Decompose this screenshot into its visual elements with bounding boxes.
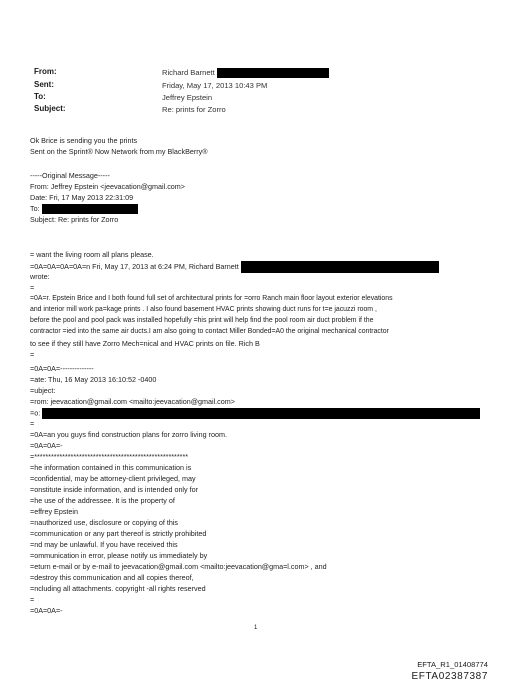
body-line: =onstitute inside information, and is intended only for <box>30 485 199 494</box>
body-line: = <box>30 419 35 428</box>
subject-value: Re: prints for Zorro <box>162 105 226 114</box>
body-line <box>30 204 138 214</box>
body-line: =he information contained in this communication is <box>30 463 192 472</box>
efta-primary-stamp: EFTA_R1_01408774 <box>417 660 488 669</box>
body-line: wrote: <box>30 272 50 281</box>
redaction-box <box>42 408 480 419</box>
body-line: =destroy this communication and all copies thereof, <box>30 573 194 582</box>
subject-label: Subject: <box>34 104 66 113</box>
body-line: From: Jeffrey Epstein <jeevacation@gmail.com> <box>30 182 185 191</box>
body-line: Sent on the Sprint® Now Network from my BlackBerry® <box>30 147 208 156</box>
body-line: =0A=r. Epstein Brice and I both found full set of architectural prints for =orro Ranch main floor layout exterior elevations <box>30 295 393 302</box>
body-line: =0A=0A=- <box>30 441 63 450</box>
body-line: = <box>30 595 35 604</box>
body-line: to see if they still have Zorro Mech=nical and HVAC prints on file. Rich B <box>30 339 260 348</box>
body-line: =0A=an you guys find construction plans for zorro living room. <box>30 430 227 439</box>
from-value <box>162 68 329 78</box>
body-line: =he use of the addressee. It is the property of <box>30 496 175 505</box>
body-line: Subject: Re: prints for Zorro <box>30 215 119 224</box>
body-line: = <box>30 283 35 292</box>
body-line: before the pool and pool pack was installed hopefully =his print will help find the pool room air duct problem if the <box>30 317 374 324</box>
to-label: To: <box>34 92 46 101</box>
body-line: =0A=0A=- <box>30 606 63 615</box>
body-line: = want the living room all plans please. <box>30 250 154 259</box>
body-line: =effrey Epstein <box>30 507 79 516</box>
body-line: contractor =ied into the same air ducts.I am also going to contact Miller Bonded=A0 the original mechanical contractor <box>30 328 389 335</box>
redaction-box <box>217 68 329 78</box>
body-line: Date: Fri, 17 May 2013 22:31:09 <box>30 193 134 202</box>
body-line <box>30 408 480 419</box>
body-line: =ubject: <box>30 386 56 395</box>
body-line: and interior mill work pa=kage prints . I also found basement HVAC prints showing duct runs for t=e jacuzzi room , <box>30 306 377 313</box>
body-line: = <box>30 350 35 359</box>
reply-header-text: =0A=0A=0A=0A=n Fri, May 17, 2013 at 6:24 PM, Richard Barnett <box>30 261 239 271</box>
page-number: 1 <box>254 625 258 631</box>
body-line: =ommunication in error, please notify us immediately by <box>30 551 208 560</box>
body-line: =communication or any part thereof is strictly prohibited <box>30 529 207 538</box>
body-line: =0A=0A=-------------- <box>30 364 94 373</box>
to-text: To: <box>30 204 40 213</box>
redaction-box <box>241 261 439 273</box>
to-value: Jeffrey Epstein <box>162 93 213 102</box>
body-line: =ncluding all attachments. copyright -all rights reserved <box>30 584 206 593</box>
body-line: =nauthorized use, disclosure or copying of this <box>30 518 179 527</box>
from-label: From: <box>34 67 57 76</box>
body-line: =rom: jeevacation@gmail.com <mailto:jeevacation@gmail.com> <box>30 397 235 406</box>
to-text: =o: <box>30 408 41 418</box>
body-line: =ate: Thu, 16 May 2013 16:10:52 -0400 <box>30 375 157 384</box>
body-line <box>30 261 439 273</box>
body-line: =nd may be unlawful. If you have received this <box>30 540 178 549</box>
sent-label: Sent: <box>34 80 54 89</box>
from-value-text: Richard Barnett <box>162 68 215 77</box>
body-line: =confidential, may be attorney-client privileged, may <box>30 474 196 483</box>
body-line: =eturn e-mail or by e-mail to jeevacation@gmail.com <mailto:jeevacation@gma=l.com> , and <box>30 562 327 571</box>
efta-secondary-stamp: EFTA02387387 <box>411 671 488 682</box>
sent-value: Friday, May 17, 2013 10:43 PM <box>162 81 268 90</box>
redaction-box <box>42 204 138 214</box>
body-line: -----Original Message----- <box>30 171 110 180</box>
body-line: =******************************************************* <box>30 452 189 461</box>
body-line: Ok Brice is sending you the prints <box>30 136 138 145</box>
